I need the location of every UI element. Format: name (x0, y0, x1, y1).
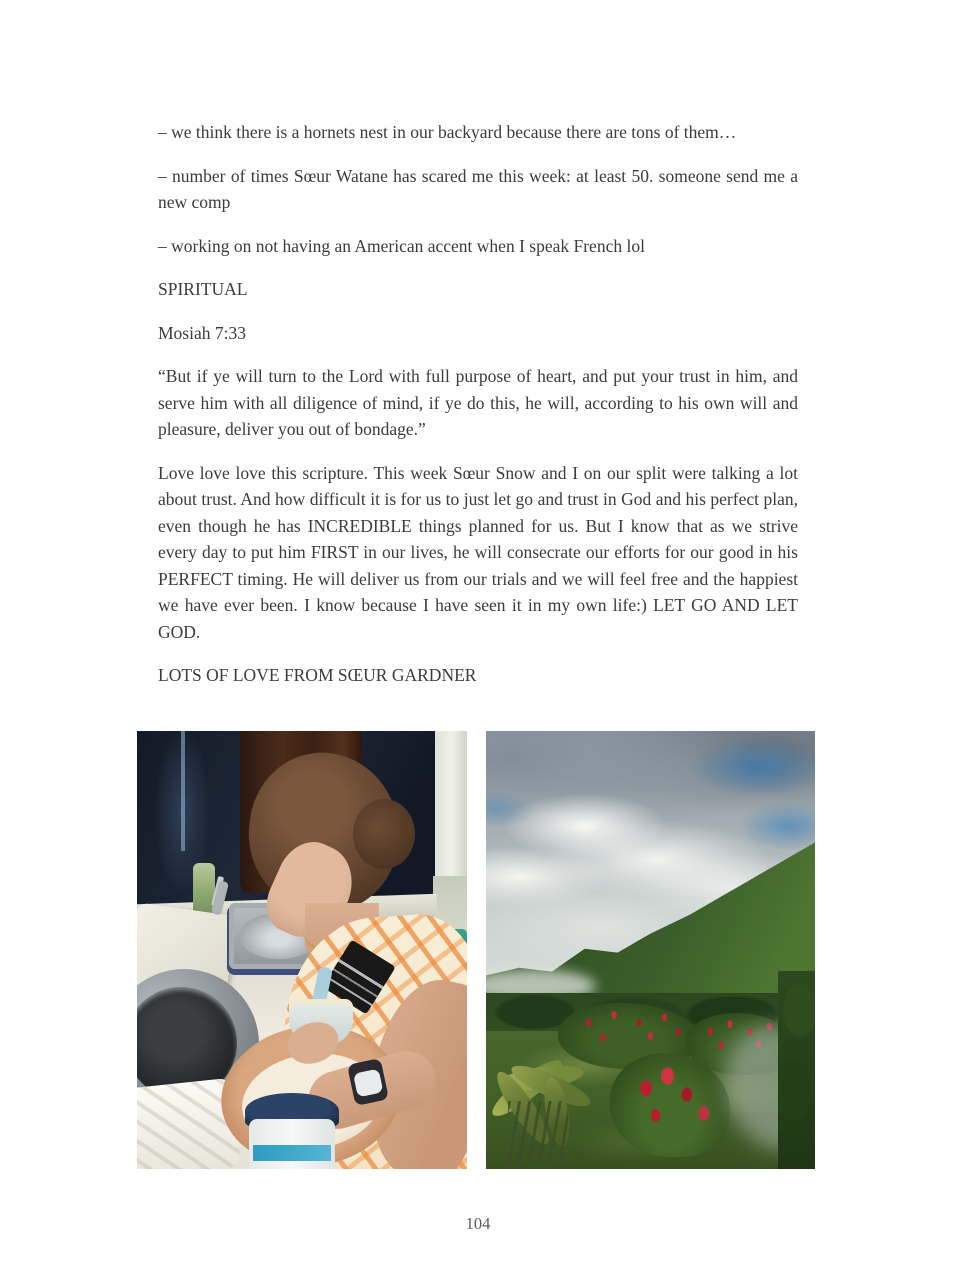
right-edge-foliage (778, 971, 815, 1169)
milk-canister (249, 1119, 335, 1169)
text-block (158, 119, 798, 706)
window-reflection (181, 731, 185, 851)
heading-spiritual: SPIRITUAL (158, 279, 248, 299)
cordyline-plants (486, 1031, 618, 1169)
bullet-french-accent: – working on not having an American accent when I speak French lol (158, 235, 645, 256)
watch-face (353, 1069, 383, 1098)
hair-bun (353, 799, 415, 869)
bullet-hornets-nest: – we think there is a hornets nest in our backyard because there are tons of them… (158, 122, 737, 142)
canister-label (253, 1145, 331, 1161)
landscape-photo (486, 731, 815, 1169)
bullet-scared-count: – number of times Sœur Watane has scared me this week: at least 50. someone send me a new comp (158, 165, 798, 212)
page-number: 104 (465, 1214, 491, 1233)
bottle-on-sill (193, 863, 215, 913)
testimony-paragraph: Love love love this scripture. This week Sœur Snow and I on our split were talking a lot about trust. And how difficult it is for us to just let go and trust in God and his perfect plan, even though he has INCREDIBLE things planned for us. But I know that as we strive every day to put him FIRST in our lives, he will consecrate our efforts for our good in his PERFECT timing. He will deliver us from our trials and we will feel free and the happiest we have ever been. I know because I have seen it in my own life:) LET GO AND LET GOD. (158, 462, 798, 642)
scripture-quote: “But if ye will turn to the Lord with full purpose of heart, and put your trust in him, and serve him with all diligence of mind, if ye do this, he will, according to his own will and pleasure, deliver you out of bondage.” (158, 366, 798, 439)
window-frame (435, 731, 467, 879)
scripture-reference: Mosiah 7:33 (158, 322, 246, 343)
signoff-line: LOTS OF LOVE FROM SŒUR GARDNER (158, 665, 477, 685)
kitchen-photo (137, 731, 467, 1169)
photo-row (137, 731, 815, 1169)
plant-stems (508, 1101, 568, 1169)
